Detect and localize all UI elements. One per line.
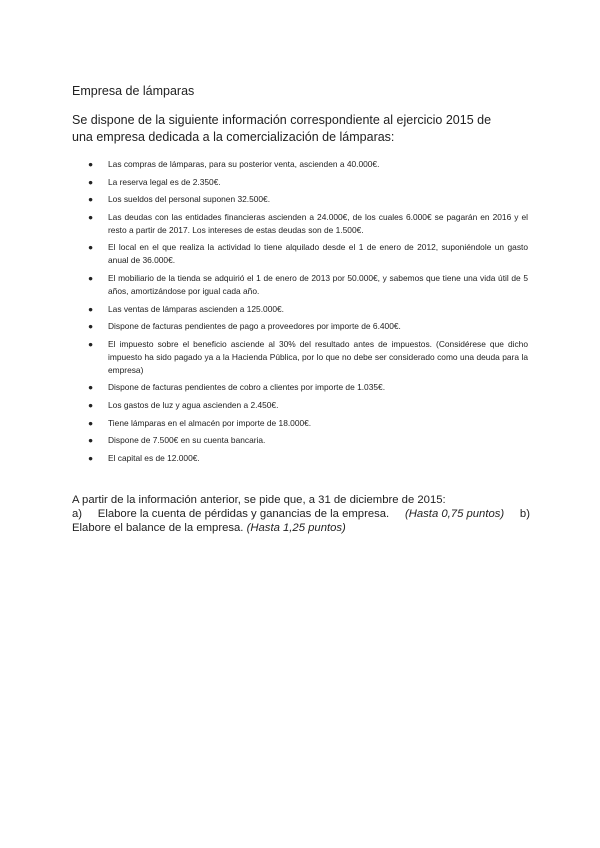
bullet-icon: ● xyxy=(88,435,94,446)
list-item-text: Tiene lámparas en el almacén por importe de 18.000€. xyxy=(108,417,312,428)
bullet-icon: ● xyxy=(88,211,94,222)
bullet-icon: ● xyxy=(88,417,94,428)
list-item xyxy=(72,417,528,430)
list-item-text: El local en el que realiza la actividad lo tiene alquilado desde el 1 de enero de 2012, suponiéndole un gasto anual de 36.000€. xyxy=(108,242,528,266)
list-item-text: Las compras de lámparas, para su posterior venta, ascienden a 40.000€. xyxy=(108,159,380,169)
data-list xyxy=(72,158,528,469)
list-item xyxy=(72,303,528,316)
list-item xyxy=(72,381,528,394)
list-item xyxy=(72,272,528,298)
list-item xyxy=(72,399,528,412)
list-item-text: El capital es de 12.000€. xyxy=(108,452,200,463)
list-item-text: Dispone de facturas pendientes de cobro a clientes por importe de 1.035€. xyxy=(108,382,386,393)
list-item-text: Dispone de facturas pendientes de pago a proveedores por importe de 6.400€. xyxy=(108,321,401,332)
bullet-icon: ● xyxy=(88,452,94,463)
request-part-b xyxy=(72,521,530,535)
list-item xyxy=(72,176,528,189)
part-b-hint: (Hasta 1,25 puntos) xyxy=(246,522,346,534)
bullet-icon: ● xyxy=(88,338,94,349)
request-lead: A partir de la información anterior, se pide que, a 31 de diciembre de 2015: xyxy=(72,494,446,506)
list-item xyxy=(72,452,528,465)
bullet-icon: ● xyxy=(88,159,94,169)
list-item xyxy=(72,338,528,377)
list-item-text: Dispone de 7.500€ en su cuenta bancaria. xyxy=(108,435,266,446)
list-item-text: La reserva legal es de 2.350€. xyxy=(108,176,221,187)
list-item xyxy=(72,193,528,206)
bullet-icon: ● xyxy=(88,321,94,332)
part-a-text: Elabore la cuenta de pérdidas y ganancias de la empresa. xyxy=(97,508,390,520)
list-item-text: Las ventas de lámparas ascienden a 125.000€. xyxy=(108,303,284,314)
part-b-label: b) xyxy=(519,508,530,520)
list-item-text: El impuesto sobre el beneficio asciende al 30% del resultado antes de impuestos. (Considérese que dicho impuesto ha sido pagado ya a la Hacienda Pública, por lo que no debe ser considerado como una deuda para la empresa) xyxy=(108,338,528,375)
part-a-label: a) xyxy=(72,508,83,520)
list-item xyxy=(72,211,528,237)
request-part-a xyxy=(72,507,530,521)
bullet-icon: ● xyxy=(88,399,94,410)
document-title: Empresa de lámparas xyxy=(72,84,195,98)
part-b-text: Elabore el balance de la empresa. xyxy=(72,522,244,534)
list-item-text: Los gastos de luz y agua ascienden a 2.450€. xyxy=(108,399,279,410)
list-item xyxy=(72,434,528,447)
bullet-icon: ● xyxy=(88,242,94,253)
bullet-icon: ● xyxy=(88,176,94,187)
list-item xyxy=(72,320,528,333)
list-item-text: Las deudas con las entidades financieras ascienden a 24.000€, de los cuales 6.000€ se pagarán en 2016 y el resto a partir de 2017. Los intereses de estas deudas son de 1.500€. xyxy=(108,211,528,235)
list-item-text: Los sueldos del personal suponen 32.500€. xyxy=(108,194,271,205)
intro-paragraph: Se dispone de la siguiente información correspondiente al ejercicio 2015 de una empresa dedicada a la comercialización de lámparas: xyxy=(72,113,492,144)
bullet-icon: ● xyxy=(88,272,94,283)
bullet-icon: ● xyxy=(88,382,94,393)
list-item-text: El mobiliario de la tienda se adquirió el 1 de enero de 2013 por 50.000€, y sabemos que tiene una vida útil de 5 años, amortizándose por igual cada año. xyxy=(108,272,528,296)
bullet-icon: ● xyxy=(88,194,94,205)
part-a-hint: (Hasta 0,75 puntos) xyxy=(404,508,505,520)
request-block xyxy=(72,493,530,535)
list-item xyxy=(72,158,528,171)
list-item xyxy=(72,241,528,267)
bullet-icon: ● xyxy=(88,303,94,314)
